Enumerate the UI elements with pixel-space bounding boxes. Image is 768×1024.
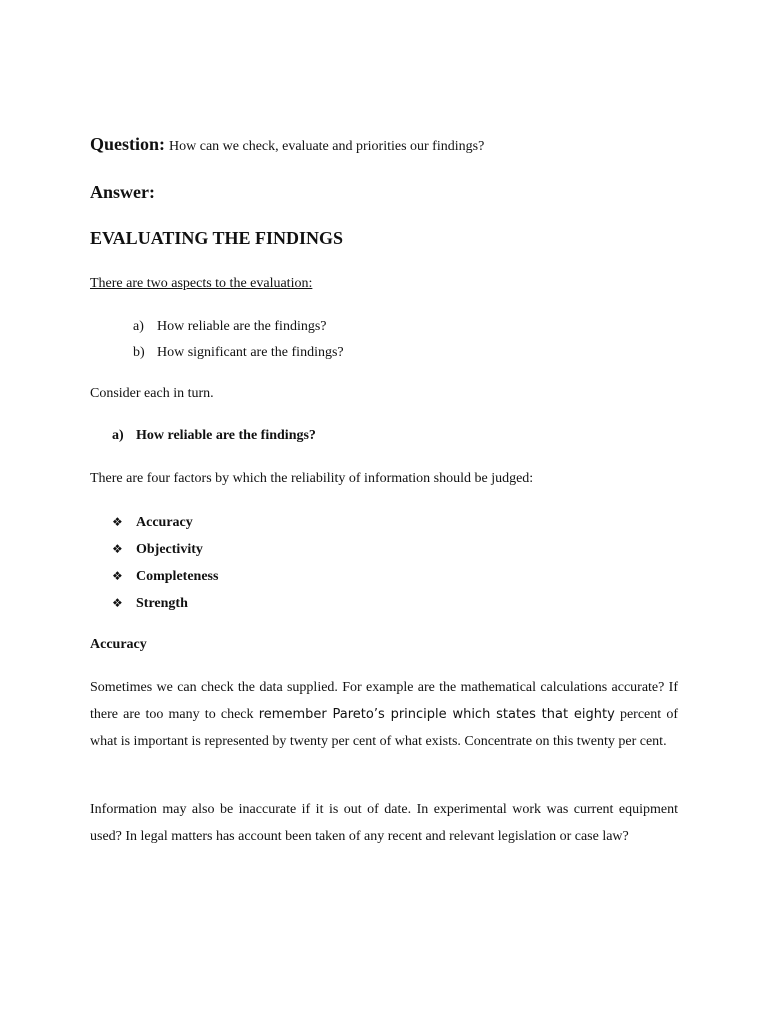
accuracy-paragraph-2: Information may also be inaccurate if it is out of date. In experimental work was current equipment used? In legal matters has account been taken of any recent and relevant legislation or case law? (90, 802, 678, 844)
list-item (133, 344, 344, 370)
list-item (112, 594, 218, 621)
accuracy-heading: Accuracy (90, 637, 147, 652)
consider-text: Consider each in turn. (90, 386, 214, 401)
subheading-text: How reliable are the findings? (136, 428, 316, 443)
factor-label: Accuracy (136, 515, 193, 530)
diamond-bullet-icon: ❖ (112, 596, 123, 610)
aspects-intro: There are two aspects to the evaluation: (90, 276, 313, 291)
list-item-text: How reliable are the findings? (157, 319, 327, 334)
factor-label: Completeness (136, 569, 219, 584)
factors-intro: There are four factors by which the reliability of information should be judged: (90, 471, 534, 486)
reliability-subheading (112, 428, 316, 444)
diamond-bullet-icon: ❖ (112, 542, 123, 556)
list-marker: b) (133, 345, 145, 360)
list-marker: a) (133, 319, 144, 334)
section-title: EVALUATING THE FINDINGS (90, 228, 344, 248)
paragraph-text: Sometimes we can check the data supplied. For example are the mathematical calculations accurate? If there are too many to check (90, 680, 678, 722)
list-item (112, 567, 218, 594)
question-label: Question: (90, 134, 166, 154)
factor-label: Objectivity (136, 542, 203, 557)
list-item (112, 540, 218, 567)
list-item (133, 318, 344, 344)
diamond-bullet-icon: ❖ (112, 569, 123, 583)
question-text: How can we check, evaluate and priorities our findings? (169, 139, 485, 154)
diamond-bullet-icon: ❖ (112, 515, 123, 529)
factor-label: Strength (136, 596, 188, 611)
list-item (112, 513, 218, 540)
list-marker: a) (112, 428, 124, 443)
question-line (90, 134, 484, 155)
factor-list (112, 513, 218, 621)
accuracy-paragraph-1 (90, 674, 678, 755)
list-item-text: How significant are the findings? (157, 345, 344, 360)
pareto-phrase: remember Pareto’s principle which states that eighty (258, 707, 615, 722)
aspect-list (133, 318, 344, 370)
paragraph-text: percent of what is important is represented by twenty per cent of what exists. Concentrate on this twenty per cent. (90, 707, 679, 749)
answer-label: Answer: (90, 182, 155, 202)
